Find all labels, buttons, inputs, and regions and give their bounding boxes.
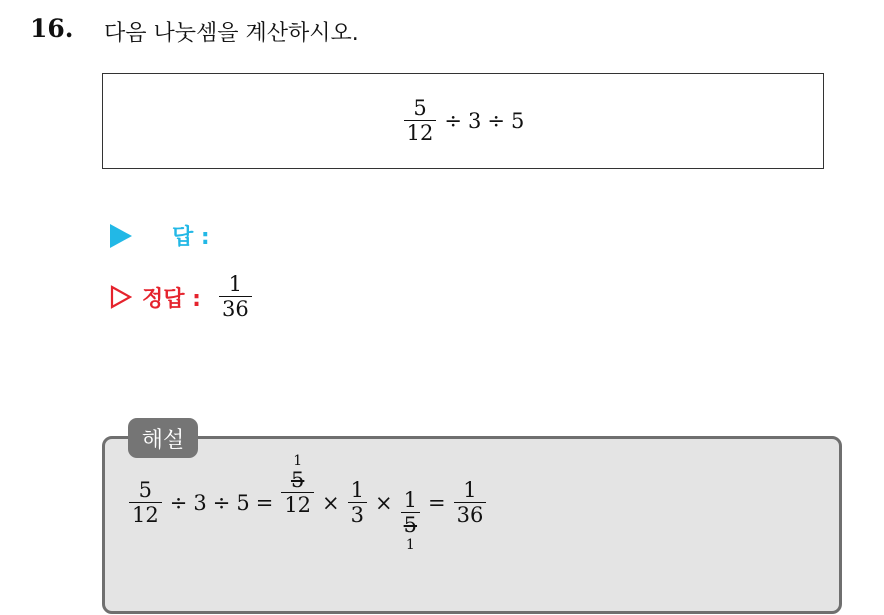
divide-operator: ÷: [169, 491, 188, 516]
explanation-fraction: [348, 478, 367, 528]
answer-label: 답 :: [172, 225, 210, 250]
fraction-denominator: 12: [404, 120, 437, 146]
equals-sign: =: [255, 491, 274, 516]
problem-expression: [401, 96, 526, 146]
filled-triangle-icon: [110, 224, 132, 248]
explanation-fraction: [281, 468, 314, 518]
cancelled-numerator: 5: [290, 468, 305, 492]
explanation-fraction: [129, 478, 162, 528]
cancelled-fraction-group: [278, 454, 317, 518]
correct-answer-row: [110, 272, 255, 322]
divide-operator: ÷: [487, 108, 505, 133]
times-operator: ×: [322, 491, 340, 516]
cancelled-fraction-group: [398, 488, 423, 552]
equals-sign: =: [428, 491, 446, 516]
explanation-result-fraction: [454, 478, 487, 528]
question-prompt: 다음 나눗셈을 계산하시오.: [104, 21, 359, 46]
correct-answer-fraction: [219, 272, 252, 322]
divide-operator: ÷: [212, 491, 231, 516]
outline-triangle-icon: [110, 285, 132, 309]
fraction-numerator: 5: [413, 95, 427, 120]
fraction-denominator: 36: [219, 296, 252, 322]
cancel-result-digit: 1: [405, 537, 415, 554]
fraction-numerator: 1: [463, 478, 477, 502]
fraction-denominator: 12: [281, 492, 314, 518]
fraction-numerator: 5: [138, 478, 153, 502]
problem-number: 3: [467, 108, 482, 133]
problem-fraction: [404, 96, 437, 146]
fraction-denominator: 12: [129, 502, 162, 528]
fraction-numerator: 1: [350, 478, 365, 502]
problem-number: 5: [510, 108, 525, 133]
correct-answer-label: 정답 :: [142, 286, 201, 312]
explanation-number: 3: [193, 491, 207, 516]
fraction-numerator: 1: [228, 272, 243, 296]
divide-operator: ÷: [444, 108, 462, 133]
fraction-denominator: 3: [348, 502, 367, 528]
problem-box: [102, 73, 824, 169]
cancel-result-digit: 1: [293, 453, 303, 469]
answer-row: [110, 220, 210, 251]
explanation-expression: [126, 453, 489, 554]
question-number: 16.: [30, 14, 74, 43]
fraction-numerator: 1: [403, 488, 418, 512]
fraction-denominator: 36: [454, 502, 487, 528]
times-operator: ×: [375, 491, 393, 516]
explanation-fraction: [401, 488, 420, 538]
explanation-number: 5: [236, 491, 250, 516]
explanation-tab: 해설: [128, 418, 198, 458]
cancelled-denominator: 5: [401, 512, 420, 538]
